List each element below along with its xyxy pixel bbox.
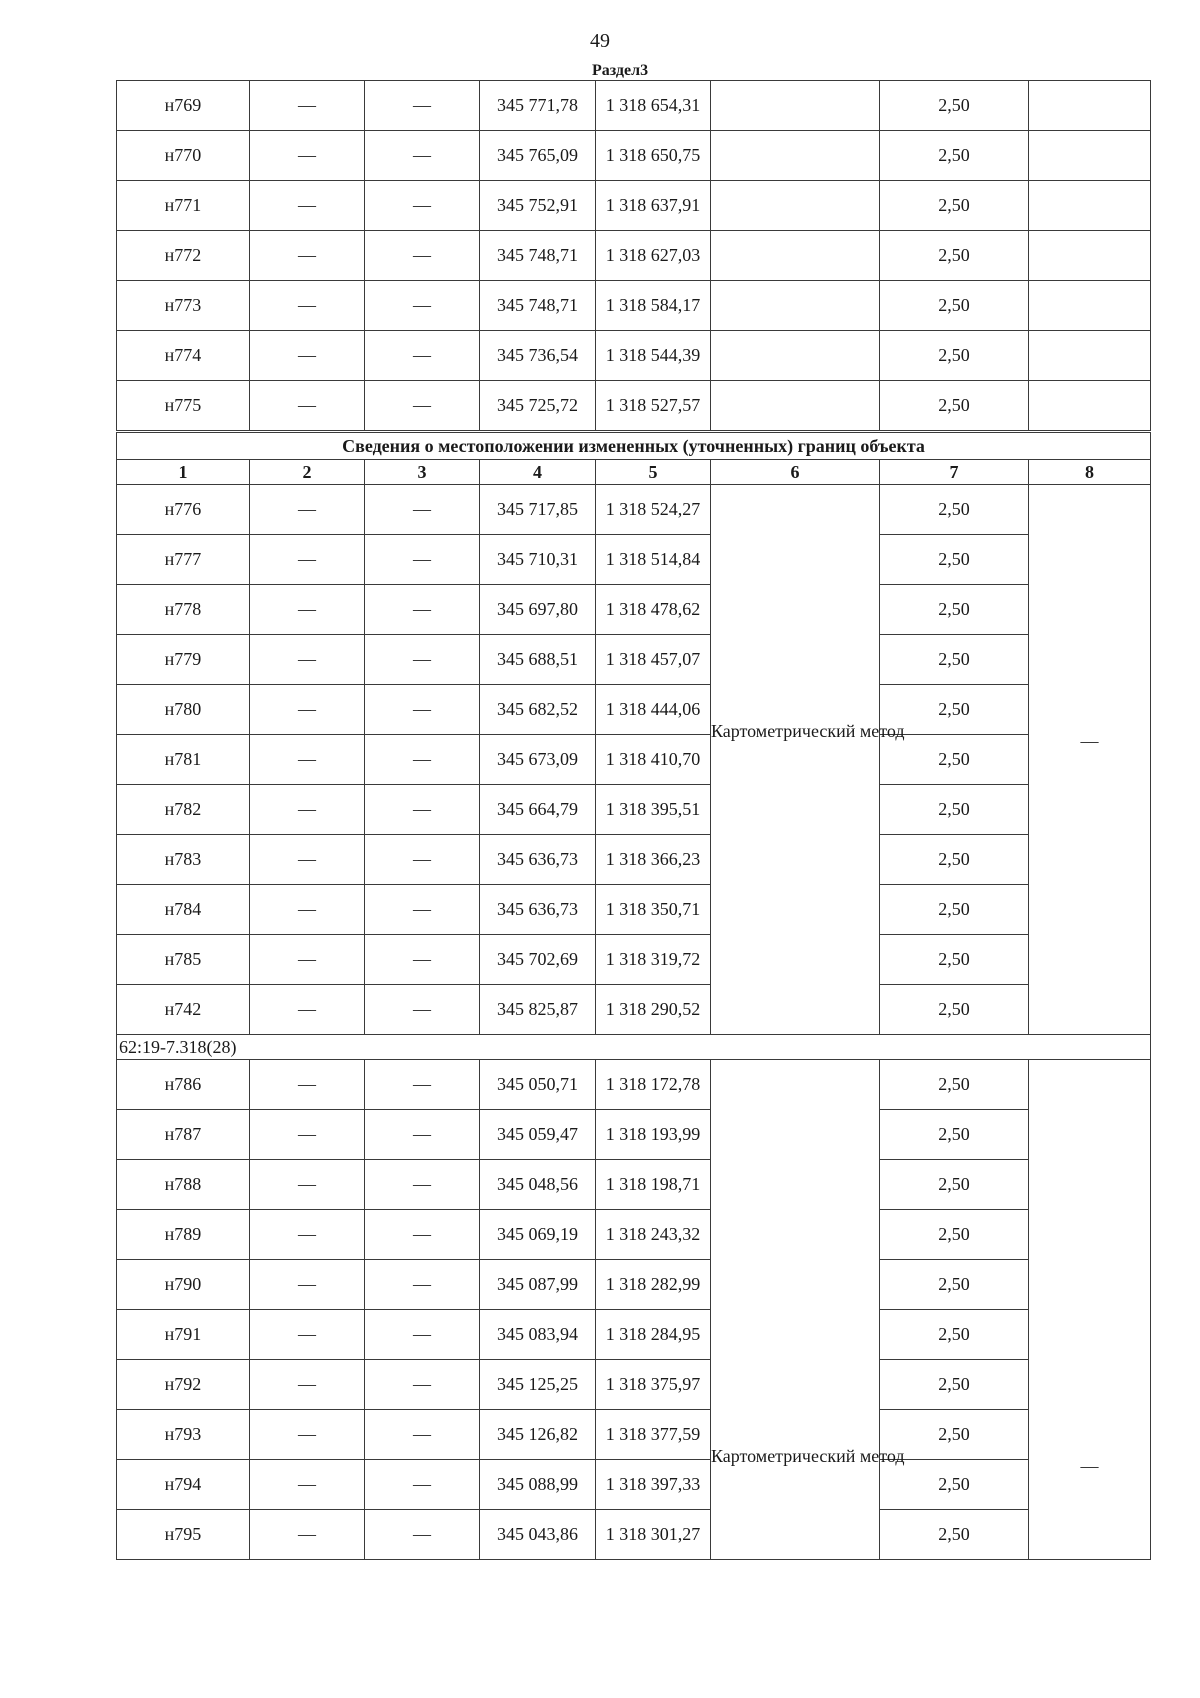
point-id: н774	[117, 331, 250, 381]
accuracy-cell: 2,50	[880, 485, 1029, 535]
old-x-cell: —	[250, 785, 365, 835]
accuracy-cell: 2,50	[880, 1160, 1029, 1210]
table-group-2	[117, 1060, 1151, 1560]
accuracy-cell: 2,50	[880, 381, 1029, 432]
column-number: 4	[480, 460, 596, 485]
empty-method-cell	[711, 181, 880, 231]
old-x-cell: —	[250, 1360, 365, 1410]
table-row	[117, 281, 1151, 331]
old-y-cell: —	[365, 131, 480, 181]
point-id: н785	[117, 935, 250, 985]
table-row	[117, 1460, 1151, 1510]
section-title: Раздел3	[592, 62, 649, 79]
accuracy-cell: 2,50	[880, 835, 1029, 885]
old-y-cell: —	[365, 635, 480, 685]
table-row	[117, 1160, 1151, 1210]
table-row	[117, 1060, 1151, 1110]
y-coordinate: 1 318 410,70	[596, 735, 711, 785]
x-coordinate: 345 059,47	[480, 1110, 596, 1160]
table-row	[117, 331, 1151, 381]
table-row	[117, 1210, 1151, 1260]
y-coordinate: 1 318 654,31	[596, 81, 711, 131]
old-y-cell: —	[365, 835, 480, 885]
old-y-cell: —	[365, 735, 480, 785]
accuracy-cell: 2,50	[880, 685, 1029, 735]
parcel-number: 62:19-7.318(28)	[117, 1035, 1151, 1060]
empty-method-cell	[711, 81, 880, 131]
column-number: 8	[1029, 460, 1151, 485]
table-group-1	[117, 485, 1151, 1035]
y-coordinate: 1 318 478,62	[596, 585, 711, 635]
x-coordinate: 345 083,94	[480, 1310, 596, 1360]
old-y-cell: —	[365, 785, 480, 835]
accuracy-cell: 2,50	[880, 1460, 1029, 1510]
y-coordinate: 1 318 395,51	[596, 785, 711, 835]
old-y-cell: —	[365, 1210, 480, 1260]
point-id: н790	[117, 1260, 250, 1310]
x-coordinate: 345 717,85	[480, 485, 596, 535]
table-row	[117, 885, 1151, 935]
accuracy-cell: 2,50	[880, 935, 1029, 985]
y-coordinate: 1 318 397,33	[596, 1460, 711, 1510]
old-x-cell: —	[250, 181, 365, 231]
point-id: н794	[117, 1460, 250, 1510]
table-row	[117, 535, 1151, 585]
table-row	[117, 585, 1151, 635]
old-x-cell: —	[250, 1110, 365, 1160]
old-y-cell: —	[365, 985, 480, 1035]
old-x-cell: —	[250, 685, 365, 735]
point-id: н795	[117, 1510, 250, 1560]
y-coordinate: 1 318 193,99	[596, 1110, 711, 1160]
old-y-cell: —	[365, 1460, 480, 1510]
accuracy-cell: 2,50	[880, 1510, 1029, 1560]
old-y-cell: —	[365, 1160, 480, 1210]
accuracy-cell: 2,50	[880, 535, 1029, 585]
old-x-cell: —	[250, 1510, 365, 1560]
x-coordinate: 345 825,87	[480, 985, 596, 1035]
y-coordinate: 1 318 524,27	[596, 485, 711, 535]
coordinates-table	[116, 80, 1151, 1560]
y-coordinate: 1 318 198,71	[596, 1160, 711, 1210]
old-x-cell: —	[250, 1460, 365, 1510]
table-heading: Сведения о местоположении измененных (уточненных) границ объекта	[117, 432, 1151, 460]
old-x-cell: —	[250, 935, 365, 985]
table-row	[117, 835, 1151, 885]
point-id: н783	[117, 835, 250, 885]
x-coordinate: 345 664,79	[480, 785, 596, 835]
column-8-cell: —	[1029, 485, 1151, 1035]
old-y-cell: —	[365, 935, 480, 985]
old-x-cell: —	[250, 1260, 365, 1310]
y-coordinate: 1 318 584,17	[596, 281, 711, 331]
accuracy-cell: 2,50	[880, 635, 1029, 685]
y-coordinate: 1 318 350,71	[596, 885, 711, 935]
old-y-cell: —	[365, 685, 480, 735]
empty-column-8-cell	[1029, 381, 1151, 432]
y-coordinate: 1 318 284,95	[596, 1310, 711, 1360]
old-y-cell: —	[365, 381, 480, 432]
accuracy-cell: 2,50	[880, 281, 1029, 331]
point-id: н792	[117, 1360, 250, 1410]
old-y-cell: —	[365, 535, 480, 585]
x-coordinate: 345 636,73	[480, 885, 596, 935]
empty-column-8-cell	[1029, 331, 1151, 381]
method-cell: Картометрический метод	[711, 1060, 880, 1560]
point-id: н777	[117, 535, 250, 585]
old-x-cell: —	[250, 381, 365, 432]
x-coordinate: 345 682,52	[480, 685, 596, 735]
old-x-cell: —	[250, 1210, 365, 1260]
point-id: н793	[117, 1410, 250, 1460]
old-y-cell: —	[365, 1310, 480, 1360]
empty-column-8-cell	[1029, 181, 1151, 231]
point-id: н791	[117, 1310, 250, 1360]
old-x-cell: —	[250, 1410, 365, 1460]
x-coordinate: 345 748,71	[480, 231, 596, 281]
empty-column-8-cell	[1029, 81, 1151, 131]
old-x-cell: —	[250, 1060, 365, 1110]
column-number: 1	[117, 460, 250, 485]
accuracy-cell: 2,50	[880, 131, 1029, 181]
point-id: н742	[117, 985, 250, 1035]
point-id: н775	[117, 381, 250, 432]
old-x-cell: —	[250, 81, 365, 131]
table-row	[117, 231, 1151, 281]
point-id: н786	[117, 1060, 250, 1110]
y-coordinate: 1 318 377,59	[596, 1410, 711, 1460]
x-coordinate: 345 771,78	[480, 81, 596, 131]
point-id: н784	[117, 885, 250, 935]
accuracy-cell: 2,50	[880, 1360, 1029, 1410]
old-y-cell: —	[365, 81, 480, 131]
table-row	[117, 1510, 1151, 1560]
x-coordinate: 345 043,86	[480, 1510, 596, 1560]
x-coordinate: 345 702,69	[480, 935, 596, 985]
old-x-cell: —	[250, 1310, 365, 1360]
point-id: н770	[117, 131, 250, 181]
x-coordinate: 345 673,09	[480, 735, 596, 785]
accuracy-cell: 2,50	[880, 985, 1029, 1035]
accuracy-cell: 2,50	[880, 585, 1029, 635]
column-number: 3	[365, 460, 480, 485]
accuracy-cell: 2,50	[880, 1310, 1029, 1360]
y-coordinate: 1 318 650,75	[596, 131, 711, 181]
table-row	[117, 1410, 1151, 1460]
column-number: 5	[596, 460, 711, 485]
table-row	[117, 1110, 1151, 1160]
point-id: н773	[117, 281, 250, 331]
accuracy-cell: 2,50	[880, 331, 1029, 381]
column-8-cell: —	[1029, 1060, 1151, 1560]
old-y-cell: —	[365, 281, 480, 331]
point-id: н776	[117, 485, 250, 535]
accuracy-cell: 2,50	[880, 1060, 1029, 1110]
y-coordinate: 1 318 172,78	[596, 1060, 711, 1110]
old-y-cell: —	[365, 1060, 480, 1110]
y-coordinate: 1 318 282,99	[596, 1260, 711, 1310]
old-x-cell: —	[250, 331, 365, 381]
old-x-cell: —	[250, 735, 365, 785]
old-y-cell: —	[365, 885, 480, 935]
x-coordinate: 345 688,51	[480, 635, 596, 685]
old-y-cell: —	[365, 231, 480, 281]
old-x-cell: —	[250, 281, 365, 331]
column-number: 2	[250, 460, 365, 485]
old-x-cell: —	[250, 635, 365, 685]
table-row	[117, 785, 1151, 835]
x-coordinate: 345 125,25	[480, 1360, 596, 1410]
empty-method-cell	[711, 331, 880, 381]
table-row	[117, 1360, 1151, 1410]
old-x-cell: —	[250, 985, 365, 1035]
y-coordinate: 1 318 243,32	[596, 1210, 711, 1260]
old-x-cell: —	[250, 131, 365, 181]
old-x-cell: —	[250, 585, 365, 635]
old-y-cell: —	[365, 1410, 480, 1460]
accuracy-cell: 2,50	[880, 1410, 1029, 1460]
old-y-cell: —	[365, 1360, 480, 1410]
point-id: н779	[117, 635, 250, 685]
x-coordinate: 345 069,19	[480, 1210, 596, 1260]
table-row	[117, 81, 1151, 131]
x-coordinate: 345 725,72	[480, 381, 596, 432]
old-x-cell: —	[250, 231, 365, 281]
table-row	[117, 635, 1151, 685]
point-id: н781	[117, 735, 250, 785]
point-id: н780	[117, 685, 250, 735]
x-coordinate: 345 050,71	[480, 1060, 596, 1110]
x-coordinate: 345 048,56	[480, 1160, 596, 1210]
old-y-cell: —	[365, 1260, 480, 1310]
empty-method-cell	[711, 131, 880, 181]
x-coordinate: 345 752,91	[480, 181, 596, 231]
old-y-cell: —	[365, 1110, 480, 1160]
accuracy-cell: 2,50	[880, 735, 1029, 785]
point-id: н769	[117, 81, 250, 131]
accuracy-cell: 2,50	[880, 1110, 1029, 1160]
method-cell: Картометрический метод	[711, 485, 880, 1035]
accuracy-cell: 2,50	[880, 231, 1029, 281]
table-row	[117, 985, 1151, 1035]
column-number: 7	[880, 460, 1029, 485]
coordinates-sheet	[116, 80, 1150, 1560]
empty-method-cell	[711, 381, 880, 432]
accuracy-cell: 2,50	[880, 1210, 1029, 1260]
table-row	[117, 381, 1151, 432]
old-y-cell: —	[365, 585, 480, 635]
table-row	[117, 131, 1151, 181]
empty-method-cell	[711, 281, 880, 331]
y-coordinate: 1 318 637,91	[596, 181, 711, 231]
old-x-cell: —	[250, 835, 365, 885]
table-part-continued	[117, 81, 1151, 432]
y-coordinate: 1 318 627,03	[596, 231, 711, 281]
table-header	[117, 432, 1151, 485]
point-id: н787	[117, 1110, 250, 1160]
y-coordinate: 1 318 514,84	[596, 535, 711, 585]
old-x-cell: —	[250, 485, 365, 535]
old-y-cell: —	[365, 485, 480, 535]
x-coordinate: 345 710,31	[480, 535, 596, 585]
parcel-row-group	[117, 1035, 1151, 1060]
point-id: н789	[117, 1210, 250, 1260]
point-id: н772	[117, 231, 250, 281]
point-id: н788	[117, 1160, 250, 1210]
old-y-cell: —	[365, 1510, 480, 1560]
y-coordinate: 1 318 301,27	[596, 1510, 711, 1560]
point-id: н771	[117, 181, 250, 231]
x-coordinate: 345 697,80	[480, 585, 596, 635]
old-y-cell: —	[365, 181, 480, 231]
table-row	[117, 485, 1151, 535]
column-number: 6	[711, 460, 880, 485]
page-number: 49	[590, 30, 610, 52]
x-coordinate: 345 088,99	[480, 1460, 596, 1510]
empty-method-cell	[711, 231, 880, 281]
point-id: н778	[117, 585, 250, 635]
x-coordinate: 345 765,09	[480, 131, 596, 181]
x-coordinate: 345 636,73	[480, 835, 596, 885]
table-row	[117, 1260, 1151, 1310]
y-coordinate: 1 318 527,57	[596, 381, 711, 432]
y-coordinate: 1 318 444,06	[596, 685, 711, 735]
old-x-cell: —	[250, 1160, 365, 1210]
old-y-cell: —	[365, 331, 480, 381]
empty-column-8-cell	[1029, 231, 1151, 281]
x-coordinate: 345 126,82	[480, 1410, 596, 1460]
y-coordinate: 1 318 290,52	[596, 985, 711, 1035]
old-x-cell: —	[250, 885, 365, 935]
point-id: н782	[117, 785, 250, 835]
y-coordinate: 1 318 544,39	[596, 331, 711, 381]
y-coordinate: 1 318 375,97	[596, 1360, 711, 1410]
empty-column-8-cell	[1029, 281, 1151, 331]
y-coordinate: 1 318 366,23	[596, 835, 711, 885]
column-numbers-row	[117, 460, 1151, 485]
table-row	[117, 181, 1151, 231]
old-x-cell: —	[250, 535, 365, 585]
empty-column-8-cell	[1029, 131, 1151, 181]
table-row	[117, 735, 1151, 785]
table-row	[117, 685, 1151, 735]
y-coordinate: 1 318 319,72	[596, 935, 711, 985]
accuracy-cell: 2,50	[880, 785, 1029, 835]
accuracy-cell: 2,50	[880, 181, 1029, 231]
accuracy-cell: 2,50	[880, 81, 1029, 131]
x-coordinate: 345 736,54	[480, 331, 596, 381]
accuracy-cell: 2,50	[880, 1260, 1029, 1310]
y-coordinate: 1 318 457,07	[596, 635, 711, 685]
table-row	[117, 1310, 1151, 1360]
x-coordinate: 345 748,71	[480, 281, 596, 331]
x-coordinate: 345 087,99	[480, 1260, 596, 1310]
accuracy-cell: 2,50	[880, 885, 1029, 935]
table-row	[117, 935, 1151, 985]
